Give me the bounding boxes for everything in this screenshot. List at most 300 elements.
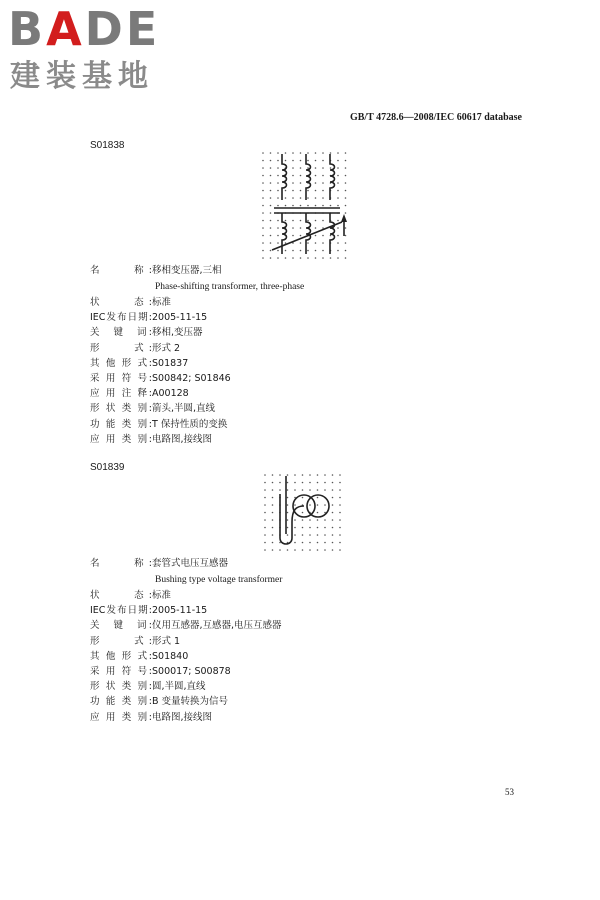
grid-dot bbox=[345, 160, 347, 162]
grid-dot bbox=[272, 542, 274, 544]
grid-dot bbox=[270, 212, 272, 214]
grid-dot bbox=[277, 197, 279, 199]
grid-dot bbox=[339, 489, 341, 491]
grid-dot bbox=[287, 512, 289, 514]
grid-dot bbox=[345, 182, 347, 184]
field-label: 功 能 类 别: bbox=[90, 418, 152, 430]
field-row bbox=[90, 402, 510, 416]
field-value: S01837 bbox=[152, 357, 189, 369]
field-row bbox=[90, 635, 510, 649]
grid-dot bbox=[337, 190, 339, 192]
grid-dot bbox=[287, 519, 289, 521]
grid-dot bbox=[307, 152, 309, 154]
grid-dot bbox=[294, 549, 296, 551]
field-row bbox=[90, 326, 510, 340]
field-value: 形式 2 bbox=[152, 342, 181, 354]
grid-dot bbox=[322, 182, 324, 184]
field-label: IEC发布日期: bbox=[90, 312, 152, 324]
field-label: 状 态: bbox=[90, 297, 152, 308]
grid-dot bbox=[317, 549, 319, 551]
grid-dot bbox=[270, 182, 272, 184]
grid-dot bbox=[322, 235, 324, 237]
grid-dot bbox=[277, 257, 279, 259]
grid-dot bbox=[287, 482, 289, 484]
grid-dot bbox=[309, 504, 311, 506]
grid-dot bbox=[262, 190, 264, 192]
grid-dot bbox=[315, 182, 317, 184]
grid-dot bbox=[264, 482, 266, 484]
grid-dot bbox=[315, 167, 317, 169]
grid-dot bbox=[332, 497, 334, 499]
field-row bbox=[90, 342, 510, 356]
field-value: 电路图,接线图 bbox=[152, 711, 213, 723]
grid-dot bbox=[332, 549, 334, 551]
grid-dot bbox=[270, 235, 272, 237]
grid-dot bbox=[262, 242, 264, 244]
grid-dot bbox=[302, 534, 304, 536]
grid-dot bbox=[307, 167, 309, 169]
grid-dot bbox=[300, 160, 302, 162]
grid-dot bbox=[277, 175, 279, 177]
grid-dot bbox=[302, 549, 304, 551]
grid-dot bbox=[270, 220, 272, 222]
grid-dot bbox=[270, 205, 272, 207]
grid-dot bbox=[277, 167, 279, 169]
field-label: 形 式: bbox=[90, 342, 152, 354]
transformer-symbol bbox=[272, 154, 344, 254]
field-value: 仪用互感器,互感器,电压互感器 bbox=[152, 620, 282, 632]
grid-dot bbox=[270, 250, 272, 252]
grid-dot bbox=[300, 167, 302, 169]
field-label: 采 用 符 号: bbox=[90, 373, 152, 384]
grid-dot bbox=[309, 549, 311, 551]
grid-dot bbox=[264, 504, 266, 506]
field-label: 形 状 类 别: bbox=[90, 403, 152, 415]
field-row bbox=[90, 589, 510, 603]
field-row bbox=[90, 433, 510, 447]
grid-dot bbox=[285, 152, 287, 154]
field-row bbox=[90, 357, 510, 371]
grid-dot bbox=[324, 549, 326, 551]
field-label: 采 用 符 号: bbox=[90, 666, 152, 677]
grid-dot bbox=[315, 235, 317, 237]
grid-dot bbox=[272, 504, 274, 506]
grid-dot bbox=[315, 257, 317, 259]
grid-dot bbox=[279, 474, 281, 476]
field-row bbox=[90, 311, 510, 325]
phase-shifting-transformer-figure bbox=[260, 150, 352, 262]
grid-dot bbox=[307, 220, 309, 222]
grid-dot bbox=[315, 250, 317, 252]
grid-dot bbox=[262, 160, 264, 162]
grid-dot bbox=[345, 152, 347, 154]
grid-dot bbox=[264, 542, 266, 544]
field-row bbox=[90, 418, 510, 432]
grid-dot bbox=[315, 160, 317, 162]
grid-dot bbox=[262, 182, 264, 184]
field-value: S00017; S00878 bbox=[152, 666, 231, 677]
grid-dot bbox=[337, 242, 339, 244]
grid-dot bbox=[277, 182, 279, 184]
grid-dot bbox=[300, 190, 302, 192]
grid-dot bbox=[324, 504, 326, 506]
grid-dot bbox=[292, 160, 294, 162]
grid-dot bbox=[315, 242, 317, 244]
grid-dot bbox=[302, 489, 304, 491]
grid-dot bbox=[277, 227, 279, 229]
grid-dot bbox=[317, 534, 319, 536]
grid-dot bbox=[262, 175, 264, 177]
grid-dot bbox=[309, 519, 311, 521]
grid-dot bbox=[300, 152, 302, 154]
grid-dot bbox=[330, 152, 332, 154]
field-value: 箭头,半圆,直线 bbox=[152, 403, 216, 415]
field-label: 其 他 形 式: bbox=[90, 357, 152, 369]
grid-dot bbox=[330, 167, 332, 169]
grid-dot bbox=[292, 227, 294, 229]
grid-dot bbox=[309, 482, 311, 484]
grid-dot bbox=[332, 519, 334, 521]
field-row bbox=[90, 619, 510, 633]
grid-dot bbox=[302, 482, 304, 484]
grid-dot bbox=[277, 160, 279, 162]
grid-dot bbox=[307, 257, 309, 259]
grid-dot bbox=[262, 227, 264, 229]
grid-dot bbox=[277, 242, 279, 244]
grid-dot bbox=[337, 220, 339, 222]
grid-dot bbox=[302, 527, 304, 529]
grid-dot bbox=[315, 175, 317, 177]
grid-dot bbox=[332, 504, 334, 506]
grid-dot bbox=[315, 220, 317, 222]
grid-dot bbox=[339, 482, 341, 484]
grid-dot bbox=[324, 534, 326, 536]
field-row bbox=[90, 387, 510, 401]
field-label: 应 用 类 别: bbox=[90, 711, 152, 723]
grid-dot bbox=[317, 489, 319, 491]
grid-dot bbox=[315, 205, 317, 207]
grid-dot bbox=[339, 542, 341, 544]
grid-dot bbox=[294, 542, 296, 544]
grid-dot bbox=[339, 527, 341, 529]
field-label: 其 他 形 式: bbox=[90, 650, 152, 662]
grid-dot bbox=[324, 489, 326, 491]
grid-dot bbox=[317, 474, 319, 476]
grid-dot bbox=[262, 212, 264, 214]
grid-dot bbox=[300, 250, 302, 252]
field-label: 关 键 词: bbox=[90, 620, 152, 632]
field-name: 名 称:移相变压器,三相 bbox=[90, 265, 222, 276]
grid-dot bbox=[272, 497, 274, 499]
grid-dot bbox=[285, 220, 287, 222]
grid-dot bbox=[345, 227, 347, 229]
grid-dot bbox=[272, 482, 274, 484]
grid-dot bbox=[322, 152, 324, 154]
field-value: S00842; S01846 bbox=[152, 373, 231, 384]
grid-dot bbox=[292, 235, 294, 237]
grid-dot bbox=[272, 489, 274, 491]
grid-dot bbox=[279, 482, 281, 484]
field-label: 功 能 类 别: bbox=[90, 696, 152, 708]
grid-dot bbox=[294, 489, 296, 491]
dot-grid bbox=[264, 474, 341, 551]
grid-dot bbox=[262, 220, 264, 222]
grid-dot bbox=[317, 527, 319, 529]
grid-dot bbox=[337, 152, 339, 154]
grid-dot bbox=[302, 519, 304, 521]
grid-dot bbox=[264, 497, 266, 499]
grid-dot bbox=[322, 257, 324, 259]
grid-dot bbox=[332, 542, 334, 544]
grid-dot bbox=[345, 257, 347, 259]
grid-dot bbox=[322, 190, 324, 192]
field-value: 移相,变压器 bbox=[152, 327, 203, 339]
grid-dot bbox=[337, 197, 339, 199]
page-header: GB/T 4728.6—2008/IEC 60617 database bbox=[349, 112, 522, 123]
field-row bbox=[90, 650, 510, 664]
grid-dot bbox=[264, 512, 266, 514]
field-value: 形式 1 bbox=[152, 635, 181, 647]
field-row bbox=[90, 665, 510, 679]
grid-dot bbox=[309, 542, 311, 544]
grid-dot bbox=[332, 512, 334, 514]
name-english: Phase-shifting transformer, three-phase bbox=[155, 282, 305, 292]
grid-dot bbox=[315, 190, 317, 192]
grid-dot bbox=[262, 250, 264, 252]
grid-dot bbox=[262, 205, 264, 207]
grid-dot bbox=[322, 175, 324, 177]
grid-dot bbox=[287, 527, 289, 529]
grid-dot bbox=[272, 474, 274, 476]
field-row bbox=[90, 680, 510, 694]
grid-dot bbox=[322, 197, 324, 199]
grid-dot bbox=[345, 197, 347, 199]
grid-dot bbox=[262, 152, 264, 154]
page-number: 53 bbox=[505, 787, 514, 797]
field-label: 应 用 类 别: bbox=[90, 433, 152, 445]
field-row bbox=[90, 695, 510, 709]
grid-dot bbox=[262, 167, 264, 169]
grid-dot bbox=[317, 512, 319, 514]
field-label: IEC发布日期: bbox=[90, 605, 152, 617]
grid-dot bbox=[279, 489, 281, 491]
bushing-voltage-transformer-figure bbox=[262, 472, 346, 554]
grid-dot bbox=[339, 504, 341, 506]
grid-dot bbox=[300, 235, 302, 237]
grid-dot bbox=[300, 182, 302, 184]
grid-dot bbox=[262, 257, 264, 259]
grid-dot bbox=[324, 482, 326, 484]
grid-dot bbox=[307, 250, 309, 252]
grid-dot bbox=[272, 549, 274, 551]
grid-dot bbox=[292, 205, 294, 207]
grid-dot bbox=[294, 527, 296, 529]
grid-dot bbox=[315, 152, 317, 154]
grid-dot bbox=[345, 205, 347, 207]
grid-dot bbox=[287, 504, 289, 506]
grid-dot bbox=[272, 519, 274, 521]
grid-dot bbox=[294, 534, 296, 536]
grid-dot bbox=[322, 167, 324, 169]
field-value: T 保持性质的变换 bbox=[152, 418, 228, 430]
grid-dot bbox=[292, 197, 294, 199]
grid-dot bbox=[270, 160, 272, 162]
grid-dot bbox=[339, 512, 341, 514]
grid-dot bbox=[292, 175, 294, 177]
grid-dot bbox=[332, 474, 334, 476]
grid-dot bbox=[345, 175, 347, 177]
grid-dot bbox=[272, 534, 274, 536]
grid-dot bbox=[337, 175, 339, 177]
field-value: 圆,半圆,直线 bbox=[152, 681, 206, 693]
grid-dot bbox=[300, 242, 302, 244]
grid-dot bbox=[262, 197, 264, 199]
grid-dot bbox=[324, 542, 326, 544]
grid-dot bbox=[270, 190, 272, 192]
grid-dot bbox=[315, 197, 317, 199]
field-value: 2005-11-15 bbox=[152, 312, 208, 324]
grid-dot bbox=[345, 190, 347, 192]
grid-dot bbox=[292, 190, 294, 192]
name-english: Bushing type voltage transformer bbox=[155, 575, 283, 585]
grid-dot bbox=[302, 474, 304, 476]
grid-dot bbox=[287, 534, 289, 536]
grid-dot bbox=[264, 527, 266, 529]
grid-dot bbox=[292, 182, 294, 184]
field-label: 形 式: bbox=[90, 635, 152, 647]
field-value: 标准 bbox=[152, 297, 172, 308]
field-value: 电路图,接线图 bbox=[152, 433, 213, 445]
grid-dot bbox=[292, 167, 294, 169]
grid-dot bbox=[285, 250, 287, 252]
grid-dot bbox=[345, 212, 347, 214]
grid-dot bbox=[270, 167, 272, 169]
grid-dot bbox=[264, 489, 266, 491]
grid-dot bbox=[294, 474, 296, 476]
grid-dot bbox=[292, 220, 294, 222]
grid-dot bbox=[264, 534, 266, 536]
grid-dot bbox=[307, 242, 309, 244]
grid-dot bbox=[337, 235, 339, 237]
grid-dot bbox=[309, 527, 311, 529]
grid-dot bbox=[307, 160, 309, 162]
transformer-symbol bbox=[280, 476, 329, 544]
grid-dot bbox=[337, 227, 339, 229]
grid-dot bbox=[285, 190, 287, 192]
field-row bbox=[90, 372, 510, 386]
field-label: 状 态: bbox=[90, 590, 152, 601]
grid-dot bbox=[337, 182, 339, 184]
grid-dot bbox=[332, 527, 334, 529]
logo-subtitle: 建装基地 bbox=[10, 59, 154, 94]
grid-dot bbox=[302, 512, 304, 514]
grid-dot bbox=[339, 497, 341, 499]
grid-dot bbox=[317, 519, 319, 521]
grid-dot bbox=[277, 205, 279, 207]
grid-dot bbox=[264, 549, 266, 551]
field-name: 名 称:套管式电压互感器 bbox=[90, 558, 229, 569]
grid-dot bbox=[287, 549, 289, 551]
grid-dot bbox=[339, 519, 341, 521]
field-row bbox=[90, 296, 510, 310]
arrow-head bbox=[341, 214, 347, 222]
grid-dot bbox=[324, 519, 326, 521]
grid-dot bbox=[337, 257, 339, 259]
grid-dot bbox=[294, 482, 296, 484]
grid-dot bbox=[345, 242, 347, 244]
grid-dot bbox=[270, 257, 272, 259]
grid-dot bbox=[294, 519, 296, 521]
grid-dot bbox=[322, 205, 324, 207]
grid-dot bbox=[307, 205, 309, 207]
grid-dot bbox=[337, 250, 339, 252]
field-label: 关 键 词: bbox=[90, 327, 152, 339]
symbol-code: S01839 bbox=[90, 462, 125, 473]
grid-dot bbox=[324, 527, 326, 529]
grid-dot bbox=[300, 197, 302, 199]
grid-dot bbox=[309, 534, 311, 536]
grid-dot bbox=[322, 160, 324, 162]
grid-dot bbox=[309, 489, 311, 491]
grid-dot bbox=[287, 489, 289, 491]
field-value: S01840 bbox=[152, 650, 189, 662]
grid-dot bbox=[317, 542, 319, 544]
grid-dot bbox=[272, 527, 274, 529]
grid-dot bbox=[277, 152, 279, 154]
grid-dot bbox=[300, 205, 302, 207]
field-row bbox=[90, 604, 510, 618]
grid-dot bbox=[285, 197, 287, 199]
grid-dot bbox=[277, 220, 279, 222]
grid-dot bbox=[322, 250, 324, 252]
field-value: 标准 bbox=[152, 590, 172, 601]
grid-dot bbox=[315, 227, 317, 229]
grid-dot bbox=[300, 227, 302, 229]
field-value: 2005-11-15 bbox=[152, 605, 208, 617]
grid-dot bbox=[307, 190, 309, 192]
grid-dot bbox=[264, 519, 266, 521]
grid-dot bbox=[279, 549, 281, 551]
grid-dot bbox=[332, 534, 334, 536]
grid-dot bbox=[337, 167, 339, 169]
grid-dot bbox=[302, 497, 304, 499]
field-label: 形 状 类 别: bbox=[90, 681, 152, 693]
grid-dot bbox=[322, 220, 324, 222]
symbol-code: S01838 bbox=[90, 140, 125, 151]
field-value: B 变量转换为信号 bbox=[152, 696, 229, 708]
grid-dot bbox=[294, 504, 296, 506]
grid-dot bbox=[292, 257, 294, 259]
grid-dot bbox=[339, 549, 341, 551]
grid-dot bbox=[270, 197, 272, 199]
grid-dot bbox=[337, 160, 339, 162]
grid-dot bbox=[277, 250, 279, 252]
grid-dot bbox=[317, 504, 319, 506]
grid-dot bbox=[345, 235, 347, 237]
grid-dot bbox=[285, 257, 287, 259]
grid-dot bbox=[330, 257, 332, 259]
grid-dot bbox=[317, 482, 319, 484]
grid-dot bbox=[332, 489, 334, 491]
grid-dot bbox=[270, 152, 272, 154]
grid-dot bbox=[292, 152, 294, 154]
grid-dot bbox=[270, 242, 272, 244]
field-value: A00128 bbox=[152, 388, 189, 400]
grid-dot bbox=[307, 197, 309, 199]
grid-dot bbox=[345, 250, 347, 252]
grid-dot bbox=[309, 474, 311, 476]
grid-dot bbox=[262, 235, 264, 237]
